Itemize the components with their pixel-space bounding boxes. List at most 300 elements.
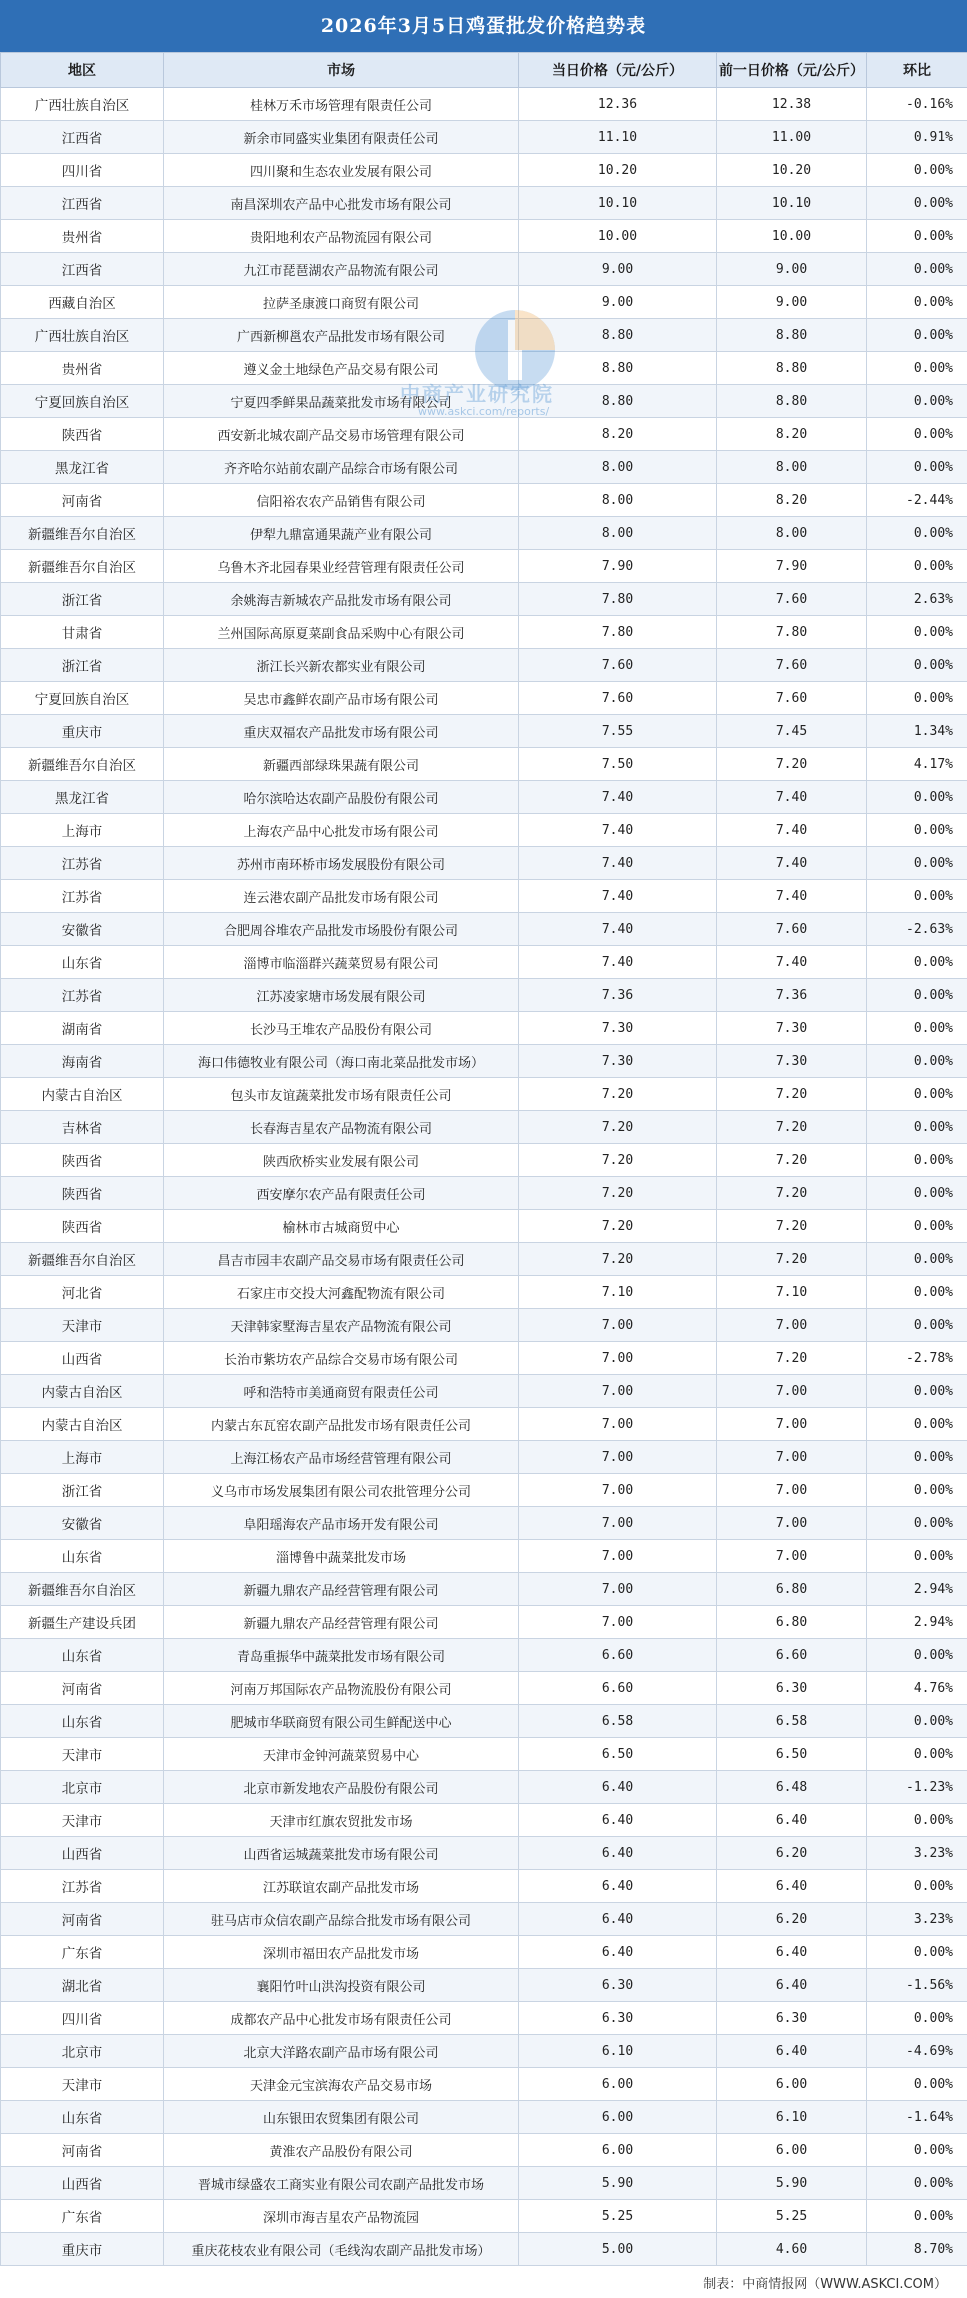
cell-today-price: 7.20 — [519, 1177, 717, 1210]
cell-today-price: 5.90 — [519, 2167, 717, 2200]
table-row — [1, 1210, 967, 1243]
cell-market: 桂林万禾市场管理有限责任公司 — [164, 88, 519, 121]
cell-change: -2.78% — [867, 1342, 967, 1375]
cell-market: 河南万邦国际农产品物流股份有限公司 — [164, 1672, 519, 1705]
table-row — [1, 121, 967, 154]
cell-today-price: 5.25 — [519, 2200, 717, 2233]
table-row — [1, 616, 967, 649]
table-row — [1, 1870, 967, 1903]
cell-market: 长沙马王堆农产品股份有限公司 — [164, 1012, 519, 1045]
cell-prev-price: 8.80 — [717, 352, 867, 385]
cell-today-price: 7.36 — [519, 979, 717, 1012]
cell-prev-price: 7.20 — [717, 1111, 867, 1144]
cell-change: 0.00% — [867, 286, 967, 319]
table-row — [1, 1573, 967, 1606]
cell-change: 0.00% — [867, 616, 967, 649]
cell-region: 江苏省 — [1, 880, 164, 913]
cell-today-price: 7.00 — [519, 1441, 717, 1474]
table-row — [1, 154, 967, 187]
table-row — [1, 1012, 967, 1045]
cell-today-price: 7.00 — [519, 1342, 717, 1375]
cell-prev-price: 6.60 — [717, 1639, 867, 1672]
cell-market: 青岛重振华中蔬菜批发市场有限公司 — [164, 1639, 519, 1672]
header-region: 地区 — [1, 53, 164, 88]
cell-change: 0.00% — [867, 1177, 967, 1210]
cell-change: -2.44% — [867, 484, 967, 517]
table-row — [1, 1111, 967, 1144]
cell-today-price: 7.80 — [519, 583, 717, 616]
cell-prev-price: 6.80 — [717, 1606, 867, 1639]
cell-prev-price: 8.00 — [717, 451, 867, 484]
table-row — [1, 814, 967, 847]
cell-today-price: 7.40 — [519, 781, 717, 814]
table-row — [1, 2035, 967, 2068]
cell-today-price: 6.30 — [519, 1969, 717, 2002]
cell-prev-price: 6.00 — [717, 2134, 867, 2167]
cell-change: 0.00% — [867, 1276, 967, 1309]
cell-prev-price: 7.60 — [717, 583, 867, 616]
cell-prev-price: 7.20 — [717, 1177, 867, 1210]
cell-prev-price: 8.80 — [717, 385, 867, 418]
cell-change: 0.00% — [867, 946, 967, 979]
cell-region: 山西省 — [1, 2167, 164, 2200]
cell-today-price: 9.00 — [519, 286, 717, 319]
cell-market: 苏州市南环桥市场发展股份有限公司 — [164, 847, 519, 880]
cell-prev-price: 7.60 — [717, 682, 867, 715]
cell-change: 0.00% — [867, 1936, 967, 1969]
table-row — [1, 550, 967, 583]
cell-today-price: 6.58 — [519, 1705, 717, 1738]
cell-change: 0.00% — [867, 2068, 967, 2101]
cell-today-price: 6.00 — [519, 2101, 717, 2134]
cell-market: 西安新北城农副产品交易市场管理有限公司 — [164, 418, 519, 451]
cell-prev-price: 9.00 — [717, 286, 867, 319]
table-row — [1, 583, 967, 616]
table-row — [1, 2101, 967, 2134]
cell-change: 4.17% — [867, 748, 967, 781]
cell-market: 天津市红旗农贸批发市场 — [164, 1804, 519, 1837]
cell-region: 四川省 — [1, 2002, 164, 2035]
table-row — [1, 1837, 967, 1870]
cell-prev-price: 7.40 — [717, 946, 867, 979]
cell-today-price: 7.00 — [519, 1309, 717, 1342]
cell-market: 山西省运城蔬菜批发市场有限公司 — [164, 1837, 519, 1870]
cell-prev-price: 6.20 — [717, 1903, 867, 1936]
footer-credit: 制表：中商情报网（WWW.ASKCI.COM） — [703, 2277, 947, 2292]
cell-market: 淄博市临淄群兴蔬菜贸易有限公司 — [164, 946, 519, 979]
cell-prev-price: 6.20 — [717, 1837, 867, 1870]
cell-market: 广西新柳邕农产品批发市场有限公司 — [164, 319, 519, 352]
cell-prev-price: 7.00 — [717, 1540, 867, 1573]
cell-region: 内蒙古自治区 — [1, 1408, 164, 1441]
cell-change: 0.00% — [867, 187, 967, 220]
table-row — [1, 1144, 967, 1177]
cell-prev-price: 7.00 — [717, 1408, 867, 1441]
cell-change: 0.00% — [867, 418, 967, 451]
cell-prev-price: 5.90 — [717, 2167, 867, 2200]
cell-market: 江苏联谊农副产品批发市场 — [164, 1870, 519, 1903]
cell-change: 0.00% — [867, 1243, 967, 1276]
cell-change: 0.00% — [867, 1639, 967, 1672]
cell-market: 天津市金钟河蔬菜贸易中心 — [164, 1738, 519, 1771]
cell-region: 陕西省 — [1, 1177, 164, 1210]
cell-today-price: 9.00 — [519, 253, 717, 286]
cell-market: 内蒙古东瓦窑农副产品批发市场有限责任公司 — [164, 1408, 519, 1441]
cell-prev-price: 7.45 — [717, 715, 867, 748]
cell-prev-price: 7.60 — [717, 913, 867, 946]
cell-today-price: 8.80 — [519, 352, 717, 385]
cell-region: 江西省 — [1, 253, 164, 286]
cell-market: 长治市紫坊农产品综合交易市场有限公司 — [164, 1342, 519, 1375]
cell-today-price: 8.80 — [519, 385, 717, 418]
cell-change: 0.00% — [867, 1375, 967, 1408]
cell-today-price: 10.10 — [519, 187, 717, 220]
cell-region: 山东省 — [1, 2101, 164, 2134]
table-row — [1, 1309, 967, 1342]
cell-market: 晋城市绿盛农工商实业有限公司农副产品批发市场 — [164, 2167, 519, 2200]
cell-market: 北京市新发地农产品股份有限公司 — [164, 1771, 519, 1804]
table-row — [1, 979, 967, 1012]
cell-change: 4.76% — [867, 1672, 967, 1705]
table-row — [1, 1540, 967, 1573]
cell-change: 0.91% — [867, 121, 967, 154]
cell-region: 黑龙江省 — [1, 781, 164, 814]
cell-market: 石家庄市交投大河鑫配物流有限公司 — [164, 1276, 519, 1309]
cell-today-price: 7.20 — [519, 1111, 717, 1144]
cell-today-price: 8.20 — [519, 418, 717, 451]
header-today-price: 当日价格（元/公斤） — [519, 53, 717, 88]
cell-change: 0.00% — [867, 1540, 967, 1573]
cell-region: 河南省 — [1, 484, 164, 517]
cell-region: 湖南省 — [1, 1012, 164, 1045]
cell-change: 0.00% — [867, 2167, 967, 2200]
cell-market: 齐齐哈尔站前农副产品综合市场有限公司 — [164, 451, 519, 484]
cell-region: 甘肃省 — [1, 616, 164, 649]
cell-today-price: 7.60 — [519, 649, 717, 682]
cell-market: 天津韩家墅海吉星农产品物流有限公司 — [164, 1309, 519, 1342]
cell-today-price: 7.40 — [519, 814, 717, 847]
cell-market: 宁夏四季鲜果品蔬菜批发市场有限公司 — [164, 385, 519, 418]
table-row — [1, 1408, 967, 1441]
cell-change: 0.00% — [867, 2002, 967, 2035]
table-row — [1, 781, 967, 814]
cell-change: 0.00% — [867, 1408, 967, 1441]
cell-change: 0.00% — [867, 550, 967, 583]
cell-region: 山东省 — [1, 946, 164, 979]
table-row — [1, 1441, 967, 1474]
cell-prev-price: 7.10 — [717, 1276, 867, 1309]
table-row — [1, 1078, 967, 1111]
table-row — [1, 418, 967, 451]
header-market: 市场 — [164, 53, 519, 88]
cell-change: 3.23% — [867, 1837, 967, 1870]
cell-today-price: 6.40 — [519, 1837, 717, 1870]
cell-prev-price: 10.10 — [717, 187, 867, 220]
cell-region: 河南省 — [1, 1672, 164, 1705]
cell-prev-price: 6.40 — [717, 1870, 867, 1903]
cell-change: 0.00% — [867, 352, 967, 385]
cell-region: 北京市 — [1, 1771, 164, 1804]
cell-change: 0.00% — [867, 1309, 967, 1342]
header-prev-price: 前一日价格（元/公斤） — [717, 53, 867, 88]
table-row — [1, 1177, 967, 1210]
cell-today-price: 5.00 — [519, 2233, 717, 2266]
table-row — [1, 451, 967, 484]
cell-today-price: 7.30 — [519, 1012, 717, 1045]
table-row — [1, 715, 967, 748]
cell-market: 新疆西部绿珠果蔬有限公司 — [164, 748, 519, 781]
cell-prev-price: 7.60 — [717, 649, 867, 682]
cell-change: 0.00% — [867, 253, 967, 286]
cell-today-price: 7.00 — [519, 1540, 717, 1573]
cell-market: 驻马店市众信农副产品综合批发市场有限公司 — [164, 1903, 519, 1936]
cell-change: 0.00% — [867, 781, 967, 814]
cell-region: 陕西省 — [1, 1210, 164, 1243]
cell-prev-price: 8.20 — [717, 418, 867, 451]
cell-change: 0.00% — [867, 979, 967, 1012]
cell-market: 新疆九鼎农产品经营管理有限公司 — [164, 1606, 519, 1639]
cell-region: 广西壮族自治区 — [1, 319, 164, 352]
table-row — [1, 1243, 967, 1276]
cell-region: 陕西省 — [1, 418, 164, 451]
cell-today-price: 6.40 — [519, 1870, 717, 1903]
cell-prev-price: 7.90 — [717, 550, 867, 583]
cell-region: 江苏省 — [1, 847, 164, 880]
cell-change: 0.00% — [867, 1870, 967, 1903]
cell-region: 山西省 — [1, 1837, 164, 1870]
cell-region: 四川省 — [1, 154, 164, 187]
cell-region: 新疆维吾尔自治区 — [1, 517, 164, 550]
cell-today-price: 7.10 — [519, 1276, 717, 1309]
table-row — [1, 187, 967, 220]
cell-region: 上海市 — [1, 814, 164, 847]
cell-prev-price: 10.00 — [717, 220, 867, 253]
cell-market: 榆林市古城商贸中心 — [164, 1210, 519, 1243]
cell-change: 0.00% — [867, 1441, 967, 1474]
cell-change: -1.23% — [867, 1771, 967, 1804]
table-row — [1, 1705, 967, 1738]
table-row — [1, 1771, 967, 1804]
cell-region: 江西省 — [1, 187, 164, 220]
cell-market: 余姚海吉新城农产品批发市场有限公司 — [164, 583, 519, 616]
table-row — [1, 253, 967, 286]
table-row — [1, 286, 967, 319]
cell-market: 昌吉市园丰农副产品交易市场有限责任公司 — [164, 1243, 519, 1276]
cell-today-price: 6.30 — [519, 2002, 717, 2035]
cell-prev-price: 5.25 — [717, 2200, 867, 2233]
cell-today-price: 6.00 — [519, 2068, 717, 2101]
table-row — [1, 319, 967, 352]
cell-prev-price: 6.58 — [717, 1705, 867, 1738]
cell-prev-price: 7.36 — [717, 979, 867, 1012]
cell-today-price: 8.00 — [519, 517, 717, 550]
cell-region: 山东省 — [1, 1705, 164, 1738]
cell-change: 0.00% — [867, 847, 967, 880]
cell-market: 乌鲁木齐北园春果业经营管理有限责任公司 — [164, 550, 519, 583]
cell-prev-price: 8.20 — [717, 484, 867, 517]
cell-today-price: 6.40 — [519, 1771, 717, 1804]
cell-change: 0.00% — [867, 1210, 967, 1243]
table-row — [1, 649, 967, 682]
cell-market: 重庆花枝农业有限公司（毛线沟农副产品批发市场） — [164, 2233, 519, 2266]
cell-today-price: 7.40 — [519, 880, 717, 913]
cell-market: 伊犁九鼎富通果蔬产业有限公司 — [164, 517, 519, 550]
cell-today-price: 7.40 — [519, 946, 717, 979]
cell-market: 北京大洋路农副产品市场有限公司 — [164, 2035, 519, 2068]
cell-region: 黑龙江省 — [1, 451, 164, 484]
table-row — [1, 1639, 967, 1672]
cell-market: 新余市同盛实业集团有限责任公司 — [164, 121, 519, 154]
cell-region: 宁夏回族自治区 — [1, 682, 164, 715]
cell-today-price: 6.10 — [519, 2035, 717, 2068]
cell-market: 深圳市海吉星农产品物流园 — [164, 2200, 519, 2233]
cell-prev-price: 7.40 — [717, 880, 867, 913]
cell-change: 0.00% — [867, 385, 967, 418]
cell-prev-price: 6.10 — [717, 2101, 867, 2134]
table-row — [1, 1045, 967, 1078]
table-row — [1, 2002, 967, 2035]
cell-prev-price: 6.30 — [717, 2002, 867, 2035]
table-row — [1, 484, 967, 517]
cell-market: 上海江杨农产品市场经营管理有限公司 — [164, 1441, 519, 1474]
cell-region: 湖北省 — [1, 1969, 164, 2002]
cell-prev-price: 6.48 — [717, 1771, 867, 1804]
cell-change: 0.00% — [867, 1045, 967, 1078]
cell-today-price: 7.00 — [519, 1408, 717, 1441]
cell-change: -1.64% — [867, 2101, 967, 2134]
cell-today-price: 7.50 — [519, 748, 717, 781]
cell-change: 0.00% — [867, 517, 967, 550]
cell-today-price: 6.40 — [519, 1936, 717, 1969]
cell-region: 山东省 — [1, 1540, 164, 1573]
cell-today-price: 12.36 — [519, 88, 717, 121]
cell-change: 0.00% — [867, 154, 967, 187]
cell-prev-price: 6.50 — [717, 1738, 867, 1771]
cell-market: 四川聚和生态农业发展有限公司 — [164, 154, 519, 187]
cell-prev-price: 7.00 — [717, 1507, 867, 1540]
cell-market: 天津金元宝滨海农产品交易市场 — [164, 2068, 519, 2101]
cell-region: 宁夏回族自治区 — [1, 385, 164, 418]
cell-today-price: 7.00 — [519, 1507, 717, 1540]
cell-region: 安徽省 — [1, 913, 164, 946]
table-row — [1, 1606, 967, 1639]
cell-today-price: 7.40 — [519, 847, 717, 880]
cell-prev-price: 6.80 — [717, 1573, 867, 1606]
cell-prev-price: 7.30 — [717, 1012, 867, 1045]
cell-region: 天津市 — [1, 2068, 164, 2101]
cell-change: 3.23% — [867, 1903, 967, 1936]
table-row — [1, 2233, 967, 2266]
cell-region: 天津市 — [1, 1804, 164, 1837]
cell-market: 浙江长兴新农都实业有限公司 — [164, 649, 519, 682]
cell-market: 九江市琵琶湖农产品物流有限公司 — [164, 253, 519, 286]
cell-prev-price: 12.38 — [717, 88, 867, 121]
cell-region: 山西省 — [1, 1342, 164, 1375]
table-row — [1, 946, 967, 979]
cell-market: 阜阳瑶海农产品市场开发有限公司 — [164, 1507, 519, 1540]
cell-change: 2.94% — [867, 1573, 967, 1606]
cell-prev-price: 7.20 — [717, 1342, 867, 1375]
cell-market: 连云港农副产品批发市场有限公司 — [164, 880, 519, 913]
cell-today-price: 7.40 — [519, 913, 717, 946]
watermark-url: www.askci.com/reports/ — [418, 405, 550, 418]
cell-region: 山东省 — [1, 1639, 164, 1672]
cell-prev-price: 10.20 — [717, 154, 867, 187]
table-row — [1, 220, 967, 253]
cell-today-price: 7.00 — [519, 1474, 717, 1507]
cell-prev-price: 6.30 — [717, 1672, 867, 1705]
table-row — [1, 1903, 967, 1936]
cell-region: 重庆市 — [1, 2233, 164, 2266]
cell-market: 陕西欣桥实业发展有限公司 — [164, 1144, 519, 1177]
cell-region: 贵州省 — [1, 352, 164, 385]
cell-change: 0.00% — [867, 1474, 967, 1507]
cell-region: 上海市 — [1, 1441, 164, 1474]
table-row — [1, 1375, 967, 1408]
cell-market: 拉萨圣康渡口商贸有限公司 — [164, 286, 519, 319]
cell-market: 重庆双福农产品批发市场有限公司 — [164, 715, 519, 748]
cell-region: 重庆市 — [1, 715, 164, 748]
cell-region: 西藏自治区 — [1, 286, 164, 319]
cell-change: 8.70% — [867, 2233, 967, 2266]
header-change: 环比 — [867, 53, 967, 88]
cell-change: 0.00% — [867, 649, 967, 682]
cell-market: 肥城市华联商贸有限公司生鲜配送中心 — [164, 1705, 519, 1738]
table-row — [1, 2068, 967, 2101]
cell-prev-price: 7.80 — [717, 616, 867, 649]
cell-region: 广东省 — [1, 2200, 164, 2233]
cell-today-price: 10.20 — [519, 154, 717, 187]
cell-today-price: 8.00 — [519, 451, 717, 484]
cell-change: -4.69% — [867, 2035, 967, 2068]
cell-change: 2.94% — [867, 1606, 967, 1639]
cell-region: 新疆维吾尔自治区 — [1, 1573, 164, 1606]
cell-region: 河南省 — [1, 2134, 164, 2167]
table-row — [1, 1507, 967, 1540]
cell-today-price: 7.55 — [519, 715, 717, 748]
cell-today-price: 7.60 — [519, 682, 717, 715]
cell-prev-price: 7.00 — [717, 1474, 867, 1507]
table-row — [1, 2167, 967, 2200]
cell-market: 义乌市市场发展集团有限公司农批管理分公司 — [164, 1474, 519, 1507]
cell-prev-price: 6.40 — [717, 2035, 867, 2068]
cell-region: 浙江省 — [1, 1474, 164, 1507]
cell-region: 河北省 — [1, 1276, 164, 1309]
table-row — [1, 1969, 967, 2002]
cell-prev-price: 7.40 — [717, 847, 867, 880]
cell-region: 新疆维吾尔自治区 — [1, 550, 164, 583]
cell-market: 深圳市福田农产品批发市场 — [164, 1936, 519, 1969]
cell-market: 合肥周谷堆农产品批发市场股份有限公司 — [164, 913, 519, 946]
cell-prev-price: 7.20 — [717, 1210, 867, 1243]
cell-market: 包头市友谊蔬菜批发市场有限责任公司 — [164, 1078, 519, 1111]
cell-change: -1.56% — [867, 1969, 967, 2002]
cell-market: 淄博鲁中蔬菜批发市场 — [164, 1540, 519, 1573]
cell-market: 吴忠市鑫鲜农副产品市场有限公司 — [164, 682, 519, 715]
cell-change: 0.00% — [867, 682, 967, 715]
table-row — [1, 517, 967, 550]
table-row — [1, 748, 967, 781]
cell-prev-price: 7.40 — [717, 781, 867, 814]
cell-region: 广东省 — [1, 1936, 164, 1969]
cell-change: 1.34% — [867, 715, 967, 748]
table-row — [1, 913, 967, 946]
cell-change: 0.00% — [867, 1078, 967, 1111]
cell-today-price: 6.50 — [519, 1738, 717, 1771]
cell-market: 黄淮农产品股份有限公司 — [164, 2134, 519, 2167]
cell-today-price: 7.20 — [519, 1210, 717, 1243]
cell-region: 江苏省 — [1, 1870, 164, 1903]
